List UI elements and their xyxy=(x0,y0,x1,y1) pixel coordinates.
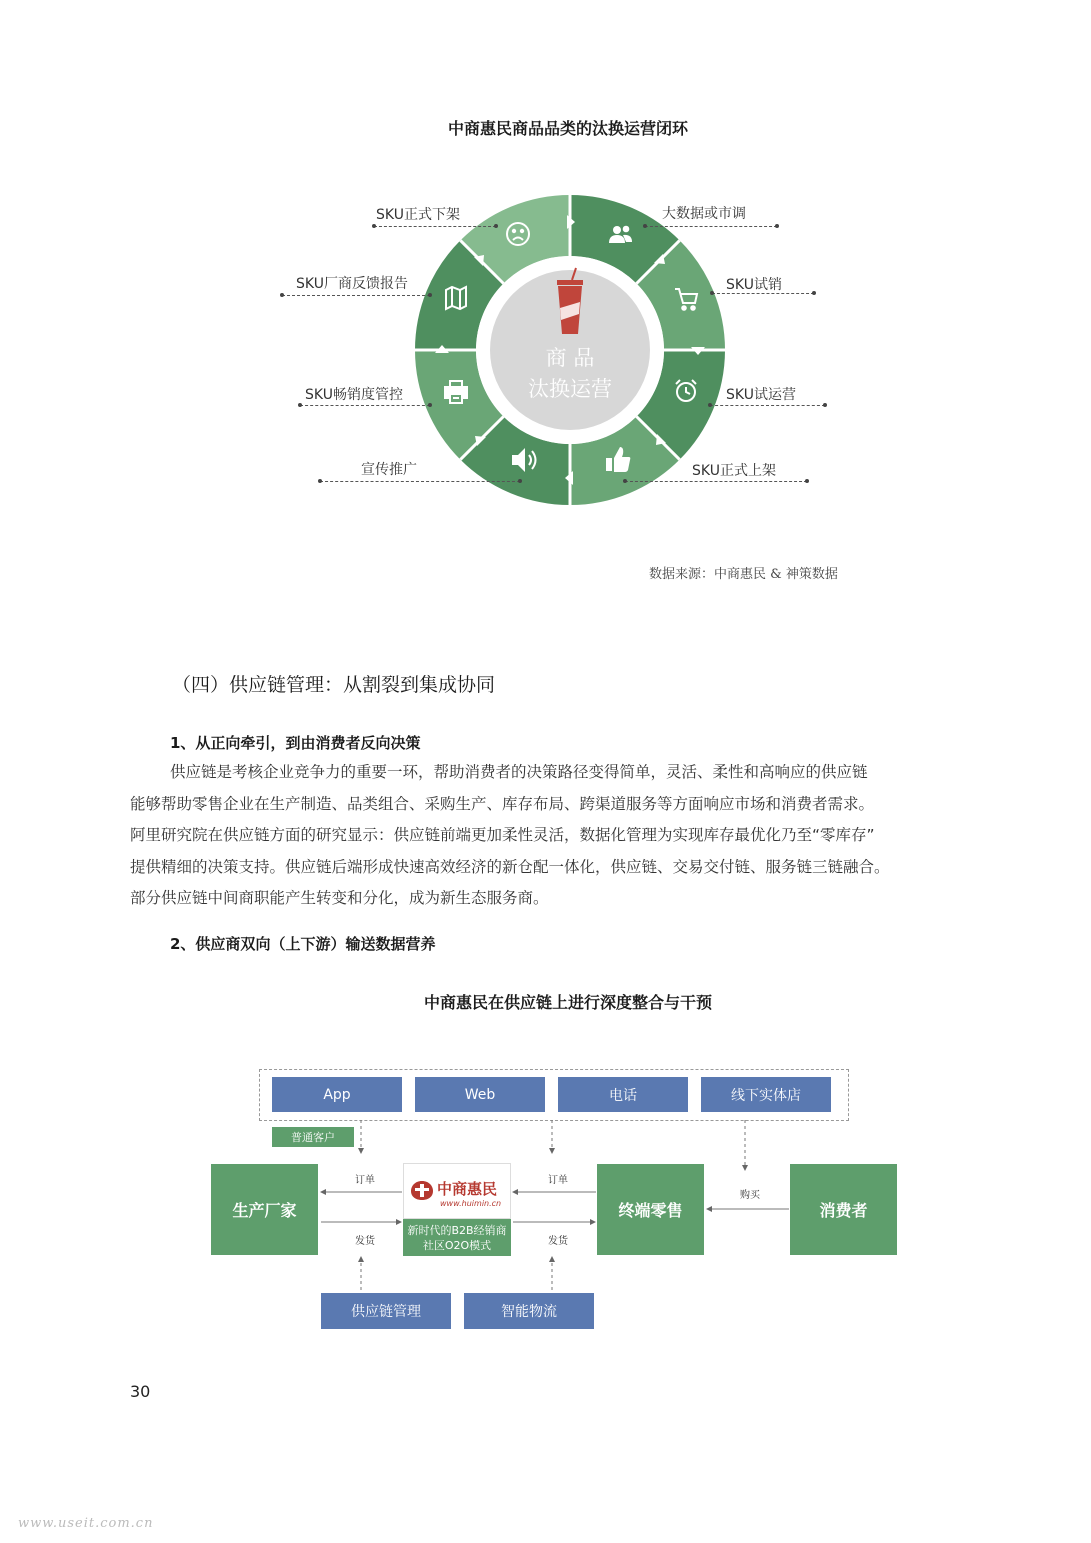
logo-caption-line2: 社区O2O模式 xyxy=(422,1239,492,1252)
label-sku-sales-control: SKU畅销度管控 xyxy=(305,387,403,403)
label-buy: 购买 xyxy=(740,1190,760,1201)
figure2-title: 中商惠民在供应链上进行深度整合与干预 xyxy=(423,993,712,1012)
paragraph-line: 提供精细的决策支持。供应链后端形成快速高效经济的新仓配一体化，供应链、交易交付链、服务链三链融合。 xyxy=(130,857,890,876)
label-sku-trial-ops: SKU试运营 xyxy=(726,387,796,403)
subsection-title-2: 2、供应商双向（上下游）输送数据营养 xyxy=(170,935,436,953)
paragraph-line: 供应链是考核企业竞争力的重要一环，帮助消费者的决策路径变得简单，灵活、柔性和高响应的供应链 xyxy=(170,763,868,781)
manufacturer-box: 生产厂家 xyxy=(211,1164,318,1255)
paragraph-line: 部分供应链中间商职能产生转变和分化，成为新生态服务商。 xyxy=(130,889,549,907)
label-promotion: 宣传推广 xyxy=(361,462,417,478)
subsection-title-1: 1、从正向牵引，到由消费者反向决策 xyxy=(170,734,421,752)
data-source: 数据来源：中商惠民 & 神策数据 xyxy=(649,567,838,582)
channel-app: App xyxy=(272,1077,402,1112)
center-text-line2: 汰换运营 xyxy=(528,377,612,401)
logo-url: www.huimin.cn xyxy=(440,1199,502,1208)
retail-box: 终端零售 xyxy=(597,1164,704,1255)
label-order-right: 订单 xyxy=(548,1175,568,1186)
channel-offline-store: 线下实体店 xyxy=(701,1077,831,1112)
label-big-data: 大数据或市调 xyxy=(662,206,746,222)
channel-web: Web xyxy=(415,1077,545,1112)
logo-text: 中商惠民 xyxy=(437,1180,498,1198)
watermark: www.useit.com.cn xyxy=(18,1516,154,1531)
section-title: （四）供应链管理：从割裂到集成协同 xyxy=(172,674,496,696)
channel-phone: 电话 xyxy=(558,1077,688,1112)
page-number: 30 xyxy=(130,1382,151,1401)
smart-logistics-box: 智能物流 xyxy=(464,1293,594,1329)
figure1-title: 中商惠民商品品类的汰换运营闭环 xyxy=(447,119,688,138)
label-sku-listing: SKU正式上架 xyxy=(692,463,776,479)
paragraph-line: 阿里研究院在供应链方面的研究显示：供应链前端更加柔性灵活，数据化管理为实现库存最优化乃至“零库存” xyxy=(130,826,875,844)
regular-customer-tag: 普通客户 xyxy=(272,1127,354,1147)
label-sku-trial-sale: SKU试销 xyxy=(726,277,782,293)
center-text-line1: 商 品 xyxy=(545,346,595,370)
label-sku-vendor-report: SKU厂商反馈报告 xyxy=(296,276,408,292)
label-order-left: 订单 xyxy=(355,1175,375,1186)
label-sku-delist: SKU正式下架 xyxy=(376,207,460,223)
consumer-box: 消费者 xyxy=(790,1164,897,1255)
logo-caption-line1: 新时代的B2B经销商 xyxy=(407,1224,507,1237)
label-ship-left: 发货 xyxy=(355,1236,375,1247)
paragraph-line: 能够帮助零售企业在生产制造、品类组合、采购生产、库存布局、跨渠道服务等方面响应市场和消费者需求。 xyxy=(130,794,875,813)
label-ship-right: 发货 xyxy=(548,1236,568,1247)
supply-chain-management-box: 供应链管理 xyxy=(321,1293,451,1329)
